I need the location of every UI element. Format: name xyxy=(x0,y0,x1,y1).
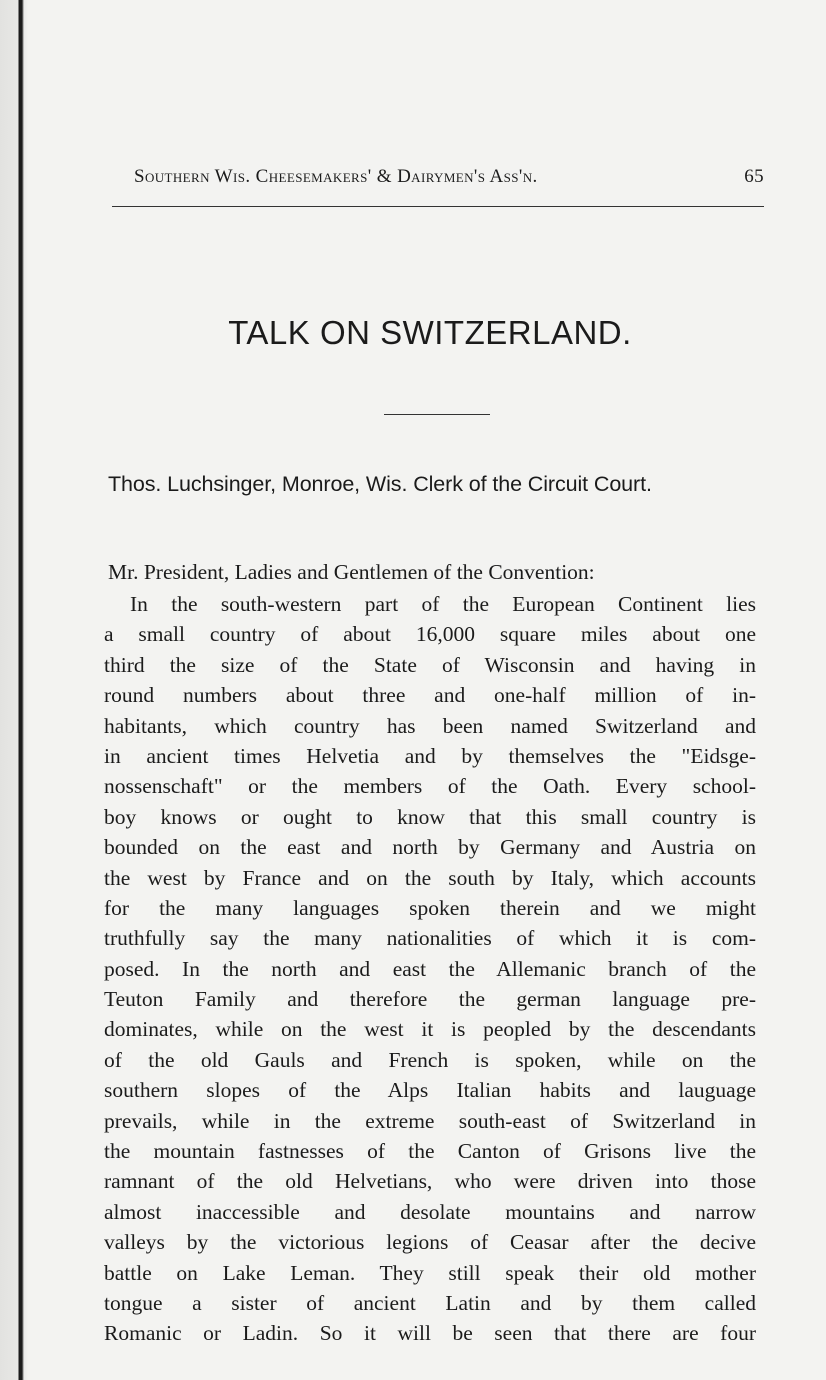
text-line: almost inaccessible and desolate mountains and narrow xyxy=(104,1199,756,1224)
text-line: third the size of the State of Wisconsin and having in xyxy=(104,652,756,677)
body-text xyxy=(104,589,756,1349)
running-header xyxy=(112,166,764,196)
text-line: a small country of about 16,000 square miles about one xyxy=(104,622,756,647)
text-line: the mountain fastnesses of the Canton of Grisons live the xyxy=(104,1139,756,1164)
text-line: habitants, which country has been named Switzerland and xyxy=(104,713,756,738)
text-line: southern slopes of the Alps Italian habits and lauguage xyxy=(104,1078,756,1103)
text-line: In the south-western part of the European Continent lies xyxy=(130,592,756,616)
text-line: in ancient times Helvetia and by themselves the "Eidsge- xyxy=(104,743,756,768)
text-line: nossenschaft" or the members of the Oath. Every school- xyxy=(104,774,756,799)
text-line: for the many languages spoken therein and we might xyxy=(104,895,756,920)
author-byline: Thos. Luchsinger, Monroe, Wis. Clerk of the Circuit Court. xyxy=(108,472,652,496)
text-line: posed. In the north and east the Allemanic branch of the xyxy=(104,956,756,981)
text-line: Romanic or Ladin. So it will be seen that there are four xyxy=(104,1321,756,1346)
title-rule xyxy=(384,414,490,415)
text-line: truthfully say the many nationalities of which it is com- xyxy=(104,926,756,951)
text-line: boy knows or ought to know that this small country is xyxy=(104,804,756,829)
text-line: the west by France and on the south by Italy, which accounts xyxy=(104,865,756,890)
text-line: ramnant of the old Helvetians, who were driven into those xyxy=(104,1169,756,1194)
running-header-title: Southern Wis. Cheesemakers' & Dairymen's Ass'n. xyxy=(134,166,538,187)
text-line: round numbers about three and one-half million of in- xyxy=(104,683,756,708)
text-line: valleys by the victorious legions of Ceasar after the decive xyxy=(104,1230,756,1255)
book-spine-edge xyxy=(0,0,28,1380)
text-line: of the old Gauls and French is spoken, while on the xyxy=(104,1047,756,1072)
text-line: dominates, while on the west it is peopled by the descendants xyxy=(104,1017,756,1042)
header-rule xyxy=(112,206,764,207)
text-line: Teuton Family and therefore the german language pre- xyxy=(104,987,756,1012)
text-line: prevails, while in the extreme south-east of Switzerland in xyxy=(104,1108,756,1133)
page-number: 65 xyxy=(744,166,764,187)
text-line: bounded on the east and north by Germany and Austria on xyxy=(104,835,756,860)
text-line: tongue a sister of ancient Latin and by them called xyxy=(104,1290,756,1315)
salutation: Mr. President, Ladies and Gentlemen of the Convention: xyxy=(108,560,595,584)
article-title: TALK ON SWITZERLAND. xyxy=(228,314,632,351)
text-line: battle on Lake Leman. They still speak their old mother xyxy=(104,1260,756,1285)
